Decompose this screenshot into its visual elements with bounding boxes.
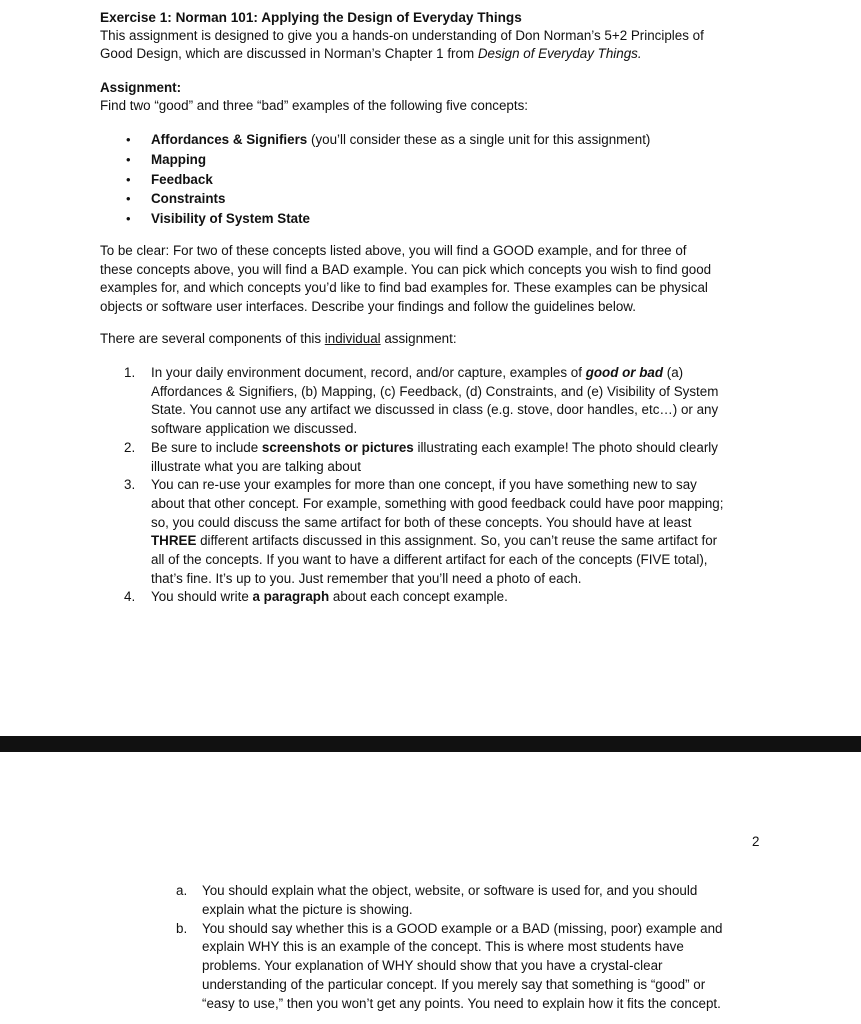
step-line: illustrate what you are talking about bbox=[151, 458, 361, 474]
bullet-icon: • bbox=[126, 132, 131, 147]
intro-text: Good Design, which are discussed in Norman’s Chapter 1 from bbox=[100, 46, 478, 61]
individual-underlined: individual bbox=[324, 331, 381, 346]
step-item bbox=[124, 364, 774, 439]
components-intro bbox=[100, 330, 770, 349]
step-line: You can re-use your examples for more than one concept, if you have something new to say bbox=[151, 477, 697, 493]
sub-item bbox=[176, 920, 776, 1014]
step-line: all of the concepts. If you want to have a different artifact for each of the concepts (FIVE total), bbox=[151, 552, 708, 568]
step-number: 2. bbox=[124, 439, 136, 455]
sub-item-line: You should say whether this is a GOOD example or a BAD (missing, poor) example and bbox=[202, 920, 723, 936]
bullet-icon: • bbox=[126, 151, 131, 167]
step-line: software application we discussed. bbox=[151, 421, 358, 437]
step-text: different artifacts discussed in this assignment. So, you can’t reuse the same artifact for bbox=[196, 533, 718, 549]
book-title: Design of Everyday Things. bbox=[477, 46, 642, 61]
clarification-line: examples for, and which concepts you’d like to find bad examples for. These examples can be physical bbox=[100, 280, 708, 295]
clarification-line: To be clear: For two of these concepts listed above, you will find a GOOD example, and for three of bbox=[100, 243, 687, 258]
sub-item-line: explain what the picture is showing. bbox=[202, 901, 413, 917]
assignment-instructions: Find two “good” and three “bad” examples of the following five concepts: bbox=[100, 98, 528, 113]
step-number: 1. bbox=[124, 365, 136, 380]
exercise-title: Exercise 1: Norman 101: Applying the Design of Everyday Things bbox=[100, 10, 522, 25]
sub-item-line: understanding of the particular concept. If you merely say that something is “good” or bbox=[202, 976, 706, 992]
step-emphasis: good or bad bbox=[585, 365, 664, 380]
step-line bbox=[151, 532, 774, 551]
sub-item-line: “easy to use,” then you won’t get any points. You need to explain how it fits the concept. bbox=[202, 995, 721, 1011]
sub-item bbox=[176, 882, 776, 920]
step-line: Affordances & Signifiers, (b) Mapping, (c) Feedback, (d) Constraints, and (e) Visibility of System bbox=[151, 383, 719, 399]
step-line: about that other concept. For example, something with good feedback could have poor mapping; bbox=[151, 495, 724, 511]
concept-term: Constraints bbox=[151, 191, 226, 207]
intro-line-1: This assignment is designed to give you a hands-on understanding of Don Norman’s 5+2 Principles of bbox=[100, 28, 704, 43]
step-line bbox=[151, 439, 774, 458]
step-text: about each concept example. bbox=[329, 589, 508, 605]
step-bold: THREE bbox=[151, 533, 197, 549]
components-line bbox=[100, 330, 770, 349]
sub-item-letter: a. bbox=[176, 883, 188, 898]
step-text: In your daily environment document, record, and/or capture, examples of bbox=[151, 365, 586, 380]
concept-item bbox=[126, 130, 650, 150]
concept-list bbox=[126, 130, 650, 229]
step-item bbox=[124, 476, 774, 588]
step-number: 4. bbox=[124, 589, 136, 605]
concept-item bbox=[126, 189, 650, 209]
step-line bbox=[151, 364, 774, 383]
step-line bbox=[151, 588, 774, 607]
component-steps-list bbox=[124, 364, 774, 607]
step-number: 3. bbox=[124, 477, 136, 493]
concept-item bbox=[126, 150, 650, 170]
intro-paragraph bbox=[100, 27, 760, 63]
concept-item bbox=[126, 209, 650, 229]
concept-item bbox=[126, 170, 650, 190]
clarification-line: objects or software user interfaces. Describe your findings and follow the guidelines below. bbox=[100, 298, 636, 314]
sub-item-line: explain WHY this is an example of the concept. This is where most students have bbox=[202, 939, 684, 955]
step-text: You should write bbox=[151, 589, 253, 605]
components-text-end: assignment: bbox=[380, 331, 457, 346]
step-line: State. You cannot use any artifact we discussed in class (e.g. stove, door handles, etc…) or any bbox=[151, 402, 719, 418]
step-item bbox=[124, 588, 774, 607]
sub-requirements-list bbox=[176, 882, 776, 1014]
sub-item-letter: b. bbox=[176, 920, 188, 936]
concept-term: Feedback bbox=[151, 171, 213, 187]
clarification-line: these concepts above, you will find a BAD example. You can pick which concepts you wish to find good bbox=[100, 261, 712, 277]
step-item bbox=[124, 439, 774, 476]
bullet-icon: • bbox=[126, 211, 131, 227]
components-text: There are several components of this bbox=[100, 331, 325, 346]
clarification-paragraph bbox=[100, 242, 770, 316]
page-divider bbox=[0, 736, 861, 752]
sub-item-line: problems. Your explanation of WHY should show that you have a crystal-clear bbox=[202, 958, 663, 974]
assignment-heading: Assignment: bbox=[100, 80, 182, 95]
concept-term: Visibility of System State bbox=[151, 211, 311, 227]
step-text: (a) bbox=[663, 365, 684, 380]
step-text: Be sure to include bbox=[151, 439, 262, 455]
bullet-icon: • bbox=[126, 191, 131, 207]
document-page-2 bbox=[0, 752, 861, 1024]
step-line: that’s fine. It’s up to you. Just remember that you’ll need a photo of each. bbox=[151, 570, 582, 586]
step-bold: a paragraph bbox=[252, 589, 330, 605]
concept-term: Affordances & Signifiers bbox=[151, 132, 308, 147]
bullet-icon: • bbox=[126, 171, 131, 187]
concept-note: (you’ll consider these as a single unit for this assignment) bbox=[307, 132, 651, 147]
sub-item-line: You should explain what the object, website, or software is used for, and you should bbox=[202, 883, 698, 898]
intro-line-2 bbox=[100, 45, 760, 63]
concept-term: Mapping bbox=[151, 151, 207, 167]
step-text: illustrating each example! The photo should clearly bbox=[413, 439, 718, 455]
step-line: so, you could discuss the same artifact for both of these concepts. You should have at least bbox=[151, 514, 692, 530]
step-bold: screenshots or pictures bbox=[261, 439, 414, 455]
page-number: 2 bbox=[752, 834, 760, 849]
